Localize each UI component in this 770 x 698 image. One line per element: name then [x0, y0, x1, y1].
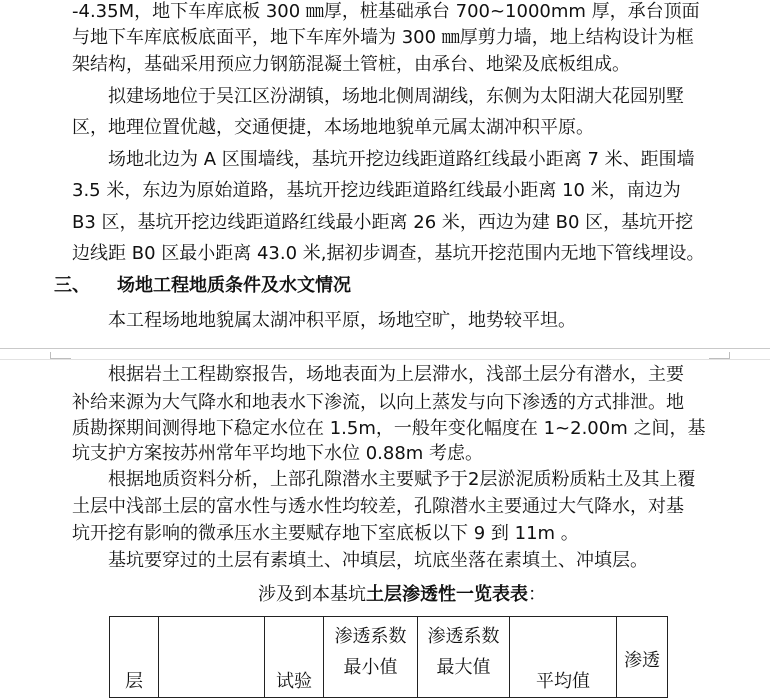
body-line-2: 与地下车库底板底面平，地下车库外墙为 300 ㎜厚剪力墙，地上结构设计为框 — [72, 27, 694, 48]
body-line-17: 坑开挖有影响的微承压水主要赋存地下室底板以下 9 到 11m 。 — [72, 523, 579, 544]
body-line-12: 补给来源为大气降水和地表水下渗流，以向上蒸发与向下渗透的方式排泄。地 — [72, 392, 684, 413]
body-line-4: 拟建场地位于吴江区汾湖镇，场地北侧周湖线，东侧为太阳湖大花园别墅 — [108, 86, 684, 107]
caption-suffix: ： — [528, 584, 546, 605]
header-k-max-line2: 最大值 — [436, 657, 491, 678]
permeability-table — [109, 616, 668, 698]
body-line-11: 根据岩土工程勘察报告，场地表面为上层滞水，浅部土层分有潜水，主要 — [108, 364, 684, 385]
body-line-8: B3 区，基坑开挖边线距道路红线最小距离 26 米，西边为建 B0 区，基坑开挖 — [72, 212, 694, 233]
caption-prefix: 涉及到本基坑 — [258, 584, 366, 605]
header-blank — [159, 617, 265, 698]
section-number: 三、 — [54, 275, 90, 296]
section-title: 场地工程地质条件及水文情况 — [117, 275, 351, 296]
caption-bold: 土层渗透性一览表表 — [366, 584, 528, 605]
header-k-min-line1: 渗透系数 — [334, 626, 407, 647]
header-test: 试验 — [265, 617, 324, 698]
body-line-15: 根据地质资料分析，上部孔隙潜水主要赋予于2层淤泥质粉质粘土及其上覆 — [108, 469, 696, 490]
header-average: 平均值 — [510, 617, 617, 698]
body-line-13: 质勘探期间测得地下稳定水位在 1.5m，一般年变化幅度在 1~2.00m 之间，基 — [72, 418, 706, 439]
crop-mark-right — [709, 352, 730, 359]
crop-mark-left — [50, 352, 71, 359]
header-k-max-line1: 渗透系数 — [427, 626, 500, 647]
header-layer: 层 — [110, 617, 159, 698]
body-line-9: 边线距 B0 区最小距离 43.0 米,据初步调查，基坑开挖范围内无地下管线埋设。 — [72, 243, 705, 264]
body-line-6: 场地北边为 A 区围墙线，基坑开挖边线距道路红线最小距离 7 米、距围墙 — [108, 149, 695, 170]
table-caption — [258, 580, 546, 610]
body-line-10: 本工程场地地貌属太湖冲积平原，场地空旷，地势较平坦。 — [108, 310, 576, 331]
header-k-max — [418, 617, 510, 698]
table-header-row — [110, 617, 668, 698]
page-break-top-edge — [0, 348, 770, 349]
body-line-18: 基坑要穿过的土层有素填土、冲填层，坑底坐落在素填土、冲填层。 — [108, 550, 648, 571]
body-line-14: 坑支护方案按苏州常年平均地下水位 0.88m 考虑。 — [72, 443, 484, 464]
body-line-1: -4.35M，地下车库底板 300 ㎜厚，桩基础承台 700~1000mm 厚，承台顶面 — [72, 1, 700, 22]
body-line-5: 区，地理位置优越，交通便捷，本场地地貌单元属太湖冲积平原。 — [72, 117, 594, 138]
body-line-7: 3.5 米，东边为原始道路，基坑开挖边线距道路红线最小距离 10 米，南边为 — [72, 180, 681, 201]
header-k-min — [324, 617, 418, 698]
header-k-min-line2: 最小值 — [343, 657, 398, 678]
body-line-3: 架结构，基础采用预应力钢筋混凝土管桩，由承台、地梁及底板组成。 — [72, 54, 630, 75]
body-line-16: 土层中浅部土层的富水性与透水性均较差，孔隙潜水主要通过大气降水，对基 — [72, 496, 684, 517]
header-permeability: 渗透 — [617, 617, 668, 698]
